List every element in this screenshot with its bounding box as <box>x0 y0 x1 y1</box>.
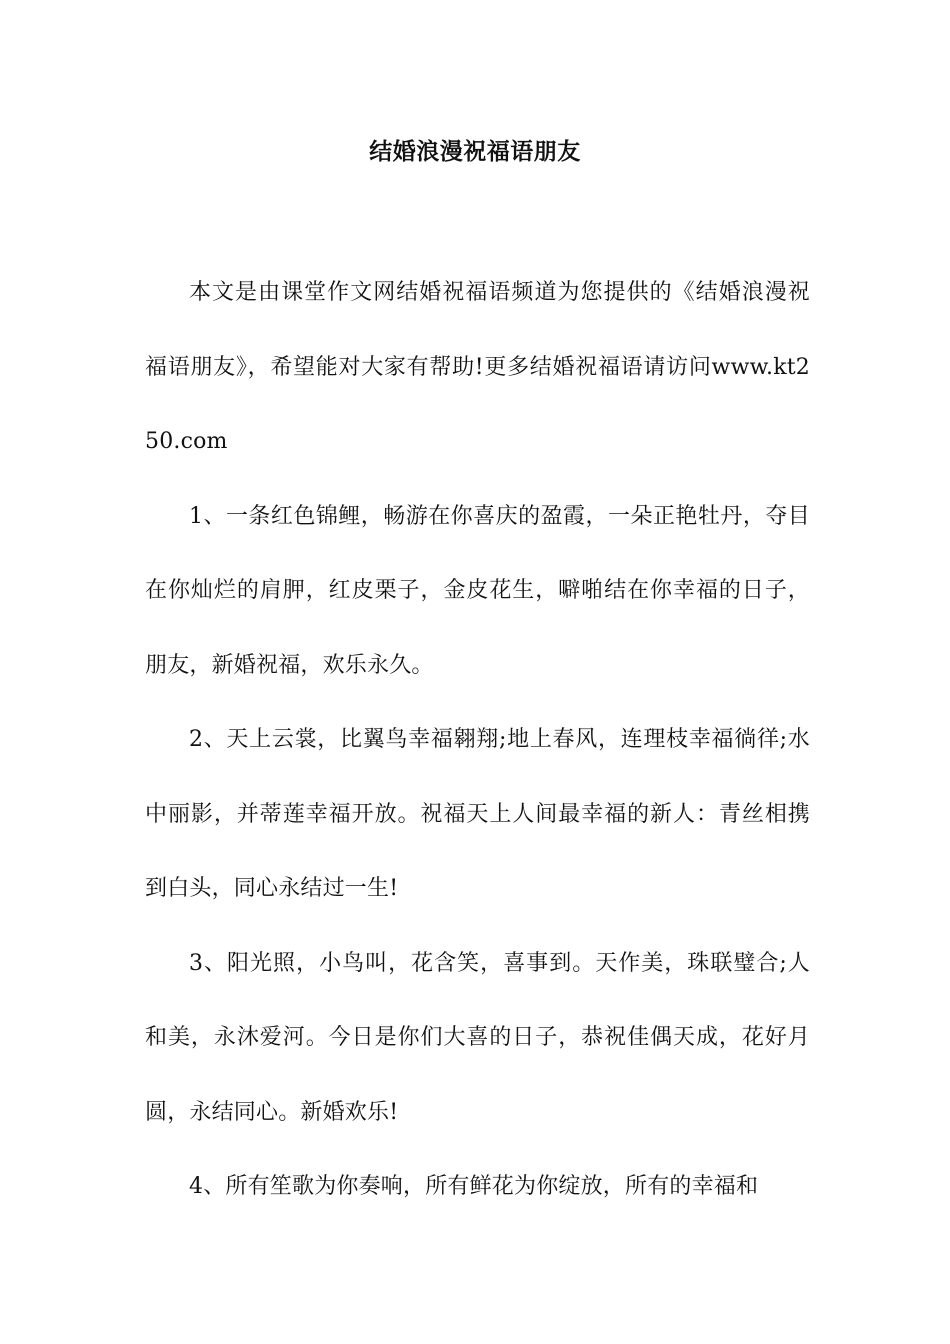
wish-paragraph-4: 4、所有笙歌为你奏响，所有鲜花为你绽放，所有的幸福和 <box>189 1174 759 1199</box>
wish-paragraph-3: 3、阳光照，小鸟叫，花含笑，喜事到。天作美，珠联璧合;人和美，永沐爱河。今日是你们大喜的日子，恭祝佳偶天成，花好月圆，永结同心。新婚欢乐! <box>145 950 810 1125</box>
document-title: 结婚浪漫祝福语朋友 <box>369 138 581 165</box>
document-body <box>145 256 810 1225</box>
wish-paragraph-1: 1、一条红色锦鲤，畅游在你喜庆的盈霞，一朵正艳牡丹，夺目在你灿烂的肩胛，红皮栗子，金皮花生，噼啪结在你幸福的日子，朋友，新婚祝福，欢乐永久。 <box>145 503 810 678</box>
intro-paragraph: 本文是由课堂作文网结婚祝福语频道为您提供的《结婚浪漫祝福语朋友》，希望能对大家有帮助!更多结婚祝福语请访问www.kt250.com <box>145 280 810 454</box>
wish-paragraph-2: 2、天上云裳，比翼鸟幸福翱翔;地上春风，连理枝幸福徜徉;水中丽影，并蒂莲幸福开放。祝福天上人间最幸福的新人：青丝相携到白头，同心永结过一生! <box>145 727 810 901</box>
